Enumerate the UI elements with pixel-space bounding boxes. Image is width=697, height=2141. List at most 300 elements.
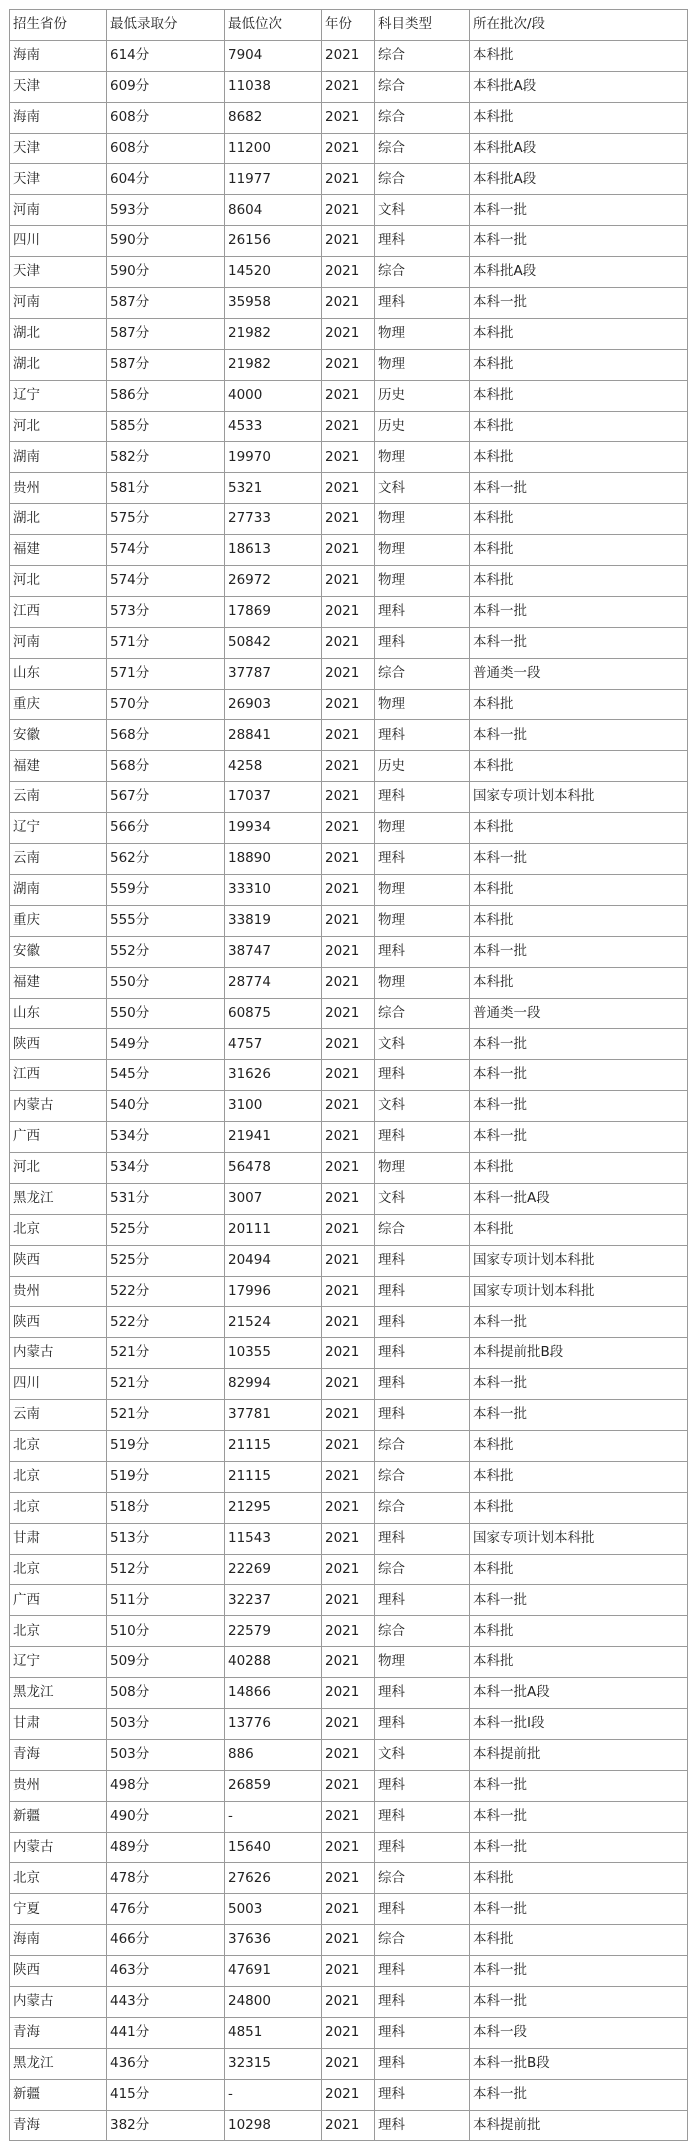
cell-batch: 本科一批 [470, 627, 688, 658]
cell-batch: 本科批A段 [470, 71, 688, 102]
cell-year: 2021 [322, 1585, 375, 1616]
cell-min-score: 550分 [107, 967, 225, 998]
cell-subject-type: 综合 [375, 998, 470, 1029]
cell-province: 贵州 [10, 1276, 107, 1307]
cell-min-score: 510分 [107, 1616, 225, 1647]
cell-subject-type: 文科 [375, 473, 470, 504]
cell-batch: 本科批 [470, 442, 688, 473]
cell-subject-type: 综合 [375, 133, 470, 164]
cell-subject-type: 物理 [375, 504, 470, 535]
cell-subject-type: 文科 [375, 1739, 470, 1770]
table-row [10, 782, 688, 813]
cell-min-rank: 37636 [225, 1925, 322, 1956]
cell-year: 2021 [322, 1708, 375, 1739]
table-row [10, 1214, 688, 1245]
header-province: 招生省份 [10, 10, 107, 41]
cell-subject-type: 理科 [375, 1832, 470, 1863]
cell-batch: 本科一批 [470, 844, 688, 875]
cell-batch: 本科一批B段 [470, 2048, 688, 2079]
cell-min-score: 503分 [107, 1708, 225, 1739]
table-row [10, 1585, 688, 1616]
cell-batch: 本科一批 [470, 226, 688, 257]
cell-batch: 本科批 [470, 1152, 688, 1183]
cell-year: 2021 [322, 2110, 375, 2141]
cell-province: 北京 [10, 1430, 107, 1461]
cell-min-score: 552分 [107, 936, 225, 967]
cell-subject-type: 理科 [375, 2048, 470, 2079]
cell-subject-type: 理科 [375, 2079, 470, 2110]
cell-batch: 本科一批 [470, 288, 688, 319]
cell-subject-type: 综合 [375, 1554, 470, 1585]
cell-province: 江西 [10, 1060, 107, 1091]
table-row [10, 1492, 688, 1523]
cell-province: 天津 [10, 164, 107, 195]
cell-min-rank: 27733 [225, 504, 322, 535]
cell-year: 2021 [322, 1647, 375, 1678]
cell-min-score: 522分 [107, 1307, 225, 1338]
cell-year: 2021 [322, 1770, 375, 1801]
cell-min-rank: 4000 [225, 380, 322, 411]
cell-min-score: 534分 [107, 1122, 225, 1153]
cell-batch: 本科一批 [470, 1091, 688, 1122]
cell-subject-type: 历史 [375, 751, 470, 782]
cell-batch: 本科批 [470, 874, 688, 905]
table-row [10, 1770, 688, 1801]
cell-province: 内蒙古 [10, 1832, 107, 1863]
table-row [10, 1338, 688, 1369]
cell-min-rank: 14866 [225, 1678, 322, 1709]
table-row [10, 1925, 688, 1956]
cell-province: 山东 [10, 998, 107, 1029]
cell-min-score: 519分 [107, 1430, 225, 1461]
cell-min-rank: 11038 [225, 71, 322, 102]
cell-min-rank: 21982 [225, 349, 322, 380]
cell-min-rank: - [225, 1801, 322, 1832]
table-row [10, 1400, 688, 1431]
cell-province: 宁夏 [10, 1894, 107, 1925]
cell-min-score: 549分 [107, 1029, 225, 1060]
cell-min-score: 575分 [107, 504, 225, 535]
table-row [10, 1801, 688, 1832]
cell-subject-type: 理科 [375, 1585, 470, 1616]
table-row [10, 720, 688, 751]
cell-min-rank: 8604 [225, 195, 322, 226]
cell-year: 2021 [322, 1091, 375, 1122]
cell-min-rank: 38747 [225, 936, 322, 967]
cell-min-score: 525分 [107, 1214, 225, 1245]
cell-subject-type: 物理 [375, 1152, 470, 1183]
cell-min-score: 570分 [107, 689, 225, 720]
table-row [10, 195, 688, 226]
cell-min-rank: 10298 [225, 2110, 322, 2141]
cell-min-rank: 5003 [225, 1894, 322, 1925]
cell-min-rank: 18890 [225, 844, 322, 875]
cell-year: 2021 [322, 1183, 375, 1214]
cell-min-rank: 17869 [225, 596, 322, 627]
cell-min-score: 562分 [107, 844, 225, 875]
cell-province: 贵州 [10, 473, 107, 504]
cell-province: 甘肃 [10, 1708, 107, 1739]
cell-batch: 本科一批A段 [470, 1678, 688, 1709]
cell-batch: 本科批 [470, 967, 688, 998]
cell-min-score: 574分 [107, 566, 225, 597]
cell-min-score: 519分 [107, 1461, 225, 1492]
cell-year: 2021 [322, 720, 375, 751]
cell-year: 2021 [322, 442, 375, 473]
table-row [10, 844, 688, 875]
cell-year: 2021 [322, 1863, 375, 1894]
cell-subject-type: 理科 [375, 936, 470, 967]
cell-batch: 本科提前批 [470, 1739, 688, 1770]
cell-year: 2021 [322, 1461, 375, 1492]
cell-year: 2021 [322, 1554, 375, 1585]
cell-min-rank: 47691 [225, 1956, 322, 1987]
cell-province: 云南 [10, 844, 107, 875]
cell-batch: 本科一批 [470, 1060, 688, 1091]
cell-min-score: 581分 [107, 473, 225, 504]
cell-min-rank: 4757 [225, 1029, 322, 1060]
table-row [10, 380, 688, 411]
cell-min-rank: 21115 [225, 1430, 322, 1461]
cell-min-score: 463分 [107, 1956, 225, 1987]
cell-min-rank: 21295 [225, 1492, 322, 1523]
cell-year: 2021 [322, 1060, 375, 1091]
cell-subject-type: 理科 [375, 1122, 470, 1153]
cell-province: 云南 [10, 1400, 107, 1431]
cell-min-rank: 11977 [225, 164, 322, 195]
cell-min-score: 582分 [107, 442, 225, 473]
cell-min-score: 503分 [107, 1739, 225, 1770]
cell-year: 2021 [322, 380, 375, 411]
cell-min-rank: - [225, 2079, 322, 2110]
cell-year: 2021 [322, 164, 375, 195]
cell-batch: 本科一批 [470, 1987, 688, 2018]
cell-province: 湖南 [10, 874, 107, 905]
cell-subject-type: 物理 [375, 967, 470, 998]
cell-province: 湖北 [10, 349, 107, 380]
cell-province: 天津 [10, 133, 107, 164]
cell-batch: 本科一批 [470, 195, 688, 226]
cell-year: 2021 [322, 1122, 375, 1153]
table-row [10, 473, 688, 504]
cell-batch: 本科批 [470, 751, 688, 782]
cell-year: 2021 [322, 2017, 375, 2048]
cell-year: 2021 [322, 936, 375, 967]
table-row [10, 535, 688, 566]
cell-min-rank: 33819 [225, 905, 322, 936]
cell-subject-type: 理科 [375, 2017, 470, 2048]
table-row [10, 689, 688, 720]
cell-min-rank: 35958 [225, 288, 322, 319]
cell-province: 安徽 [10, 720, 107, 751]
cell-subject-type: 历史 [375, 411, 470, 442]
cell-min-rank: 28774 [225, 967, 322, 998]
table-row [10, 658, 688, 689]
cell-year: 2021 [322, 1894, 375, 1925]
cell-year: 2021 [322, 1400, 375, 1431]
admission-scores-table [9, 9, 688, 2141]
cell-min-rank: 26972 [225, 566, 322, 597]
cell-province: 山东 [10, 658, 107, 689]
cell-min-score: 567分 [107, 782, 225, 813]
table-row [10, 1832, 688, 1863]
cell-subject-type: 综合 [375, 40, 470, 71]
cell-year: 2021 [322, 566, 375, 597]
cell-year: 2021 [322, 195, 375, 226]
cell-year: 2021 [322, 627, 375, 658]
cell-subject-type: 文科 [375, 1183, 470, 1214]
cell-province: 陕西 [10, 1956, 107, 1987]
table-row [10, 1091, 688, 1122]
cell-batch: 本科一批 [470, 596, 688, 627]
cell-min-score: 608分 [107, 102, 225, 133]
cell-year: 2021 [322, 40, 375, 71]
cell-subject-type: 物理 [375, 813, 470, 844]
cell-batch: 本科一批 [470, 1585, 688, 1616]
cell-subject-type: 物理 [375, 566, 470, 597]
cell-subject-type: 物理 [375, 442, 470, 473]
cell-min-score: 568分 [107, 720, 225, 751]
cell-batch: 本科批 [470, 411, 688, 442]
cell-subject-type: 理科 [375, 1894, 470, 1925]
cell-subject-type: 理科 [375, 288, 470, 319]
cell-province: 天津 [10, 257, 107, 288]
cell-province: 重庆 [10, 689, 107, 720]
cell-min-rank: 28841 [225, 720, 322, 751]
cell-min-score: 566分 [107, 813, 225, 844]
cell-province: 湖北 [10, 318, 107, 349]
cell-province: 广西 [10, 1585, 107, 1616]
table-row [10, 1987, 688, 2018]
cell-year: 2021 [322, 905, 375, 936]
cell-subject-type: 物理 [375, 874, 470, 905]
cell-subject-type: 文科 [375, 195, 470, 226]
table-row [10, 71, 688, 102]
table-row [10, 2017, 688, 2048]
cell-year: 2021 [322, 1276, 375, 1307]
cell-batch: 本科一批A段 [470, 1183, 688, 1214]
cell-year: 2021 [322, 473, 375, 504]
cell-min-score: 587分 [107, 318, 225, 349]
table-row [10, 936, 688, 967]
cell-batch: 本科批 [470, 380, 688, 411]
cell-batch: 国家专项计划本科批 [470, 782, 688, 813]
cell-year: 2021 [322, 782, 375, 813]
table-row [10, 627, 688, 658]
table-row [10, 133, 688, 164]
cell-province: 广西 [10, 1122, 107, 1153]
cell-subject-type: 理科 [375, 1708, 470, 1739]
cell-min-rank: 4258 [225, 751, 322, 782]
cell-min-score: 555分 [107, 905, 225, 936]
cell-province: 青海 [10, 2110, 107, 2141]
cell-subject-type: 理科 [375, 1307, 470, 1338]
cell-province: 北京 [10, 1616, 107, 1647]
cell-batch: 本科一批 [470, 2079, 688, 2110]
cell-year: 2021 [322, 2048, 375, 2079]
cell-province: 江西 [10, 596, 107, 627]
cell-batch: 本科批 [470, 504, 688, 535]
cell-min-rank: 19970 [225, 442, 322, 473]
header-min-score: 最低录取分 [107, 10, 225, 41]
cell-province: 内蒙古 [10, 1091, 107, 1122]
table-header-row [10, 10, 688, 41]
cell-min-rank: 17037 [225, 782, 322, 813]
cell-province: 重庆 [10, 905, 107, 936]
cell-subject-type: 文科 [375, 1029, 470, 1060]
cell-province: 福建 [10, 967, 107, 998]
cell-batch: 本科批 [470, 1430, 688, 1461]
cell-min-rank: 14520 [225, 257, 322, 288]
cell-min-score: 608分 [107, 133, 225, 164]
cell-batch: 本科批A段 [470, 257, 688, 288]
cell-batch: 本科一批 [470, 1400, 688, 1431]
cell-min-score: 522分 [107, 1276, 225, 1307]
table-row [10, 102, 688, 133]
cell-min-score: 513分 [107, 1523, 225, 1554]
admission-scores-table-container [9, 9, 687, 2141]
cell-province: 陕西 [10, 1307, 107, 1338]
cell-province: 海南 [10, 102, 107, 133]
cell-min-rank: 60875 [225, 998, 322, 1029]
cell-subject-type: 理科 [375, 1245, 470, 1276]
cell-subject-type: 理科 [375, 844, 470, 875]
cell-min-rank: 22579 [225, 1616, 322, 1647]
table-row [10, 1029, 688, 1060]
cell-subject-type: 理科 [375, 1276, 470, 1307]
cell-min-score: 415分 [107, 2079, 225, 2110]
cell-min-score: 593分 [107, 195, 225, 226]
cell-min-rank: 11200 [225, 133, 322, 164]
cell-batch: 本科批 [470, 318, 688, 349]
cell-min-score: 550分 [107, 998, 225, 1029]
cell-batch: 本科一批 [470, 1770, 688, 1801]
cell-subject-type: 综合 [375, 1925, 470, 1956]
cell-min-rank: 4851 [225, 2017, 322, 2048]
header-year: 年份 [322, 10, 375, 41]
cell-batch: 本科批A段 [470, 133, 688, 164]
cell-year: 2021 [322, 1925, 375, 1956]
cell-batch: 本科一段 [470, 2017, 688, 2048]
table-row [10, 874, 688, 905]
cell-min-score: 382分 [107, 2110, 225, 2141]
cell-year: 2021 [322, 1956, 375, 1987]
cell-province: 黑龙江 [10, 2048, 107, 2079]
cell-year: 2021 [322, 1029, 375, 1060]
table-row [10, 1430, 688, 1461]
cell-year: 2021 [322, 751, 375, 782]
table-row [10, 2048, 688, 2079]
cell-year: 2021 [322, 1616, 375, 1647]
table-row [10, 1708, 688, 1739]
cell-subject-type: 理科 [375, 1987, 470, 2018]
cell-min-score: 490分 [107, 1801, 225, 1832]
cell-min-rank: 50842 [225, 627, 322, 658]
cell-min-rank: 21941 [225, 1122, 322, 1153]
cell-subject-type: 理科 [375, 627, 470, 658]
cell-min-score: 587分 [107, 288, 225, 319]
cell-min-score: 586分 [107, 380, 225, 411]
cell-province: 新疆 [10, 1801, 107, 1832]
cell-batch: 本科批A段 [470, 164, 688, 195]
table-row [10, 349, 688, 380]
table-row [10, 1894, 688, 1925]
cell-min-rank: 21524 [225, 1307, 322, 1338]
cell-batch: 本科一批 [470, 1894, 688, 1925]
table-row [10, 40, 688, 71]
cell-subject-type: 理科 [375, 1678, 470, 1709]
cell-min-rank: 22269 [225, 1554, 322, 1585]
header-min-rank: 最低位次 [225, 10, 322, 41]
cell-min-score: 466分 [107, 1925, 225, 1956]
cell-min-score: 587分 [107, 349, 225, 380]
cell-subject-type: 物理 [375, 318, 470, 349]
cell-province: 河北 [10, 1152, 107, 1183]
table-row [10, 1152, 688, 1183]
cell-min-score: 521分 [107, 1338, 225, 1369]
table-row [10, 257, 688, 288]
cell-batch: 本科批 [470, 349, 688, 380]
cell-year: 2021 [322, 71, 375, 102]
cell-subject-type: 物理 [375, 1647, 470, 1678]
table-row [10, 596, 688, 627]
cell-batch: 本科批 [470, 1554, 688, 1585]
cell-province: 贵州 [10, 1770, 107, 1801]
cell-batch: 本科批 [470, 566, 688, 597]
cell-province: 河北 [10, 411, 107, 442]
cell-min-rank: 3007 [225, 1183, 322, 1214]
cell-subject-type: 理科 [375, 2110, 470, 2141]
cell-batch: 本科提前批B段 [470, 1338, 688, 1369]
cell-province: 福建 [10, 535, 107, 566]
cell-batch: 本科批 [470, 1863, 688, 1894]
header-batch: 所在批次/段 [470, 10, 688, 41]
cell-province: 辽宁 [10, 380, 107, 411]
cell-province: 黑龙江 [10, 1678, 107, 1709]
cell-batch: 本科批 [470, 1214, 688, 1245]
table-row [10, 1956, 688, 1987]
cell-year: 2021 [322, 1801, 375, 1832]
cell-subject-type: 理科 [375, 720, 470, 751]
cell-min-rank: 7904 [225, 40, 322, 71]
table-row [10, 411, 688, 442]
cell-province: 河南 [10, 288, 107, 319]
cell-subject-type: 综合 [375, 1430, 470, 1461]
table-row [10, 504, 688, 535]
cell-province: 海南 [10, 1925, 107, 1956]
cell-year: 2021 [322, 1307, 375, 1338]
cell-province: 陕西 [10, 1029, 107, 1060]
cell-province: 青海 [10, 1739, 107, 1770]
cell-min-score: 590分 [107, 226, 225, 257]
cell-province: 云南 [10, 782, 107, 813]
cell-min-rank: 8682 [225, 102, 322, 133]
table-row [10, 442, 688, 473]
cell-min-rank: 32315 [225, 2048, 322, 2079]
cell-subject-type: 理科 [375, 1956, 470, 1987]
cell-min-score: 571分 [107, 627, 225, 658]
cell-subject-type: 历史 [375, 380, 470, 411]
cell-province: 湖南 [10, 442, 107, 473]
table-row [10, 1245, 688, 1276]
cell-subject-type: 理科 [375, 1338, 470, 1369]
cell-min-score: 545分 [107, 1060, 225, 1091]
cell-year: 2021 [322, 318, 375, 349]
cell-min-score: 521分 [107, 1400, 225, 1431]
cell-year: 2021 [322, 658, 375, 689]
table-row [10, 1739, 688, 1770]
cell-batch: 普通类一段 [470, 658, 688, 689]
